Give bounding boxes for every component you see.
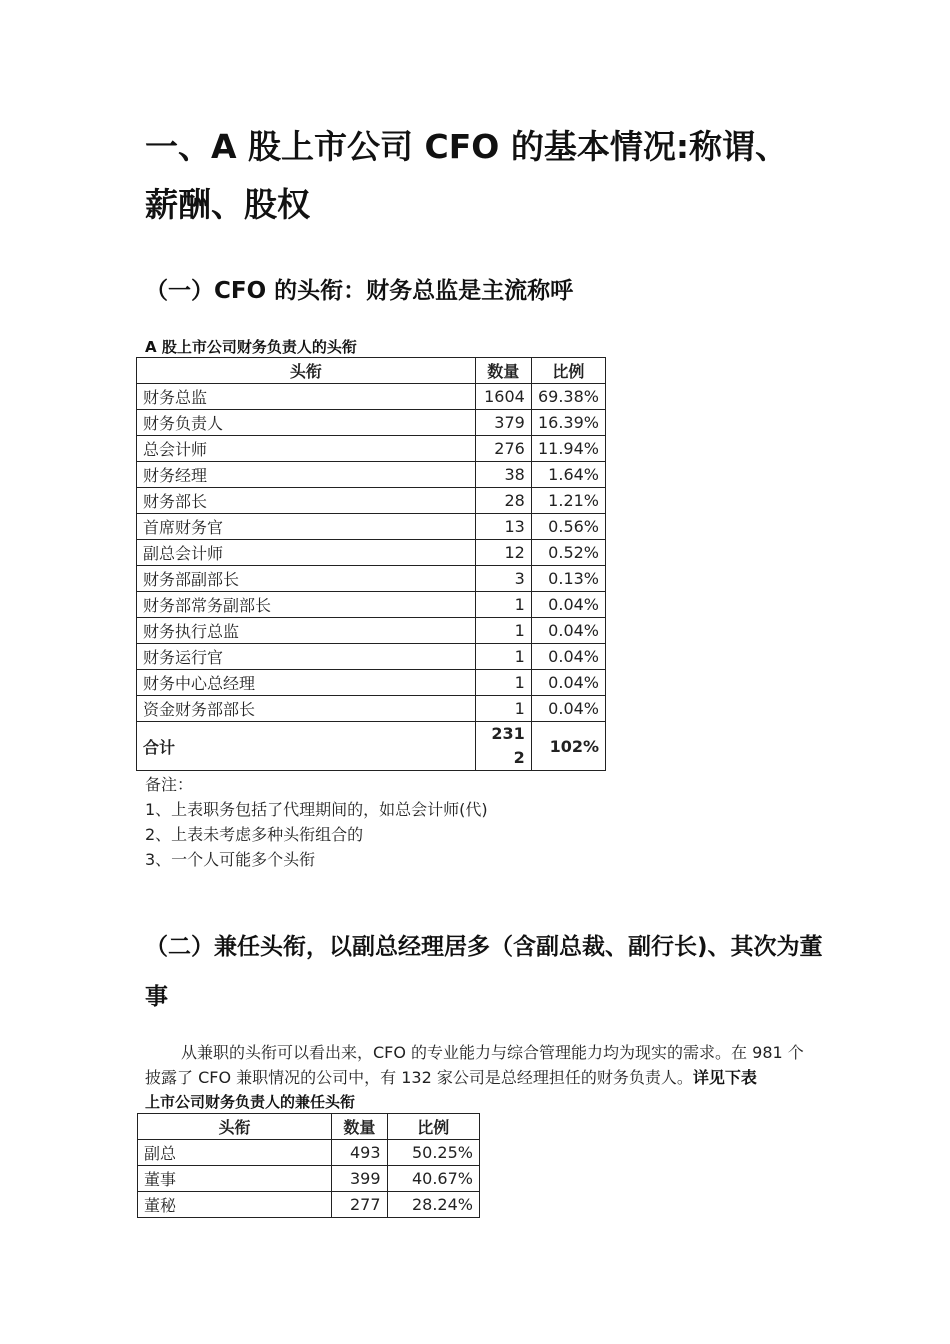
cell-ratio: 0.52% [531,540,605,566]
total-label: 合计 [137,722,476,771]
header-ratio: 比例 [531,358,605,384]
cell-ratio: 1.64% [531,462,605,488]
table-row [137,436,606,462]
cell-ratio: 28.24% [387,1192,479,1218]
table-header-row [138,1114,480,1140]
cell-count: 379 [475,410,531,436]
cell-title: 财务经理 [137,462,476,488]
cell-title: 财务部副部长 [137,566,476,592]
paragraph-text: 从兼职的头衔可以看出来，CFO 的专业能力与综合管理能力均为现实的需求。在 981 个披露了 CFO 兼职情况的公司中，有 132 家公司是总经理担任的财务负责人。 [145,1043,804,1087]
cell-title: 财务总监 [137,384,476,410]
table-header-row [137,358,606,384]
cell-count: 1 [475,670,531,696]
table-row [137,566,606,592]
cell-ratio: 0.04% [531,670,605,696]
cell-count: 1 [475,592,531,618]
cell-ratio: 1.21% [531,488,605,514]
cell-title: 财务负责人 [137,410,476,436]
table-row [138,1166,480,1192]
cell-title: 财务执行总监 [137,618,476,644]
table-row [138,1140,480,1166]
table-row [137,618,606,644]
cell-ratio: 0.04% [531,696,605,722]
total-count: 2312 [475,722,531,771]
paragraph-bold-text: 详见下表 [692,1068,757,1087]
cell-title: 财务部长 [137,488,476,514]
cell-title: 资金财务部部长 [137,696,476,722]
cell-count: 276 [475,436,531,462]
cell-count: 277 [332,1192,387,1218]
cell-count: 493 [332,1140,387,1166]
cell-title: 董事 [138,1166,332,1192]
cell-count: 13 [475,514,531,540]
section2-heading: （二）兼任头衔，以副总经理居多（含副总裁、副行长)、其次为董事 [145,934,823,1010]
table-row [137,540,606,566]
cell-title: 财务中心总经理 [137,670,476,696]
cell-count: 28 [475,488,531,514]
cell-title: 副总会计师 [137,540,476,566]
table-row [137,410,606,436]
table-row [137,696,606,722]
note-line: 1、上表职务包括了代理期间的，如总会计师(代) [145,800,488,819]
cell-ratio: 16.39% [531,410,605,436]
table2-caption: 上市公司财务负责人的兼任头衔 [145,1093,356,1111]
cell-ratio: 0.56% [531,514,605,540]
table1-caption: A 股上市公司财务负责人的头衔 [145,338,357,356]
table-row [137,488,606,514]
table-row [137,592,606,618]
notes-block [145,772,488,872]
cell-count: 12 [475,540,531,566]
header-count: 数量 [332,1114,387,1140]
note-line: 2、上表未考虑多种头衔组合的 [145,825,364,844]
cell-title: 财务部常务副部长 [137,592,476,618]
note-line: 3、一个人可能多个头衔 [145,850,316,869]
concurrent-title-table [137,1113,480,1218]
cell-ratio: 40.67% [387,1166,479,1192]
cell-title: 董秘 [138,1192,332,1218]
table-row [137,670,606,696]
table-row [137,384,606,410]
cell-ratio: 0.04% [531,644,605,670]
cell-title: 副总 [138,1140,332,1166]
cell-ratio: 11.94% [531,436,605,462]
header-title: 头衔 [137,358,476,384]
cell-ratio: 69.38% [531,384,605,410]
cell-count: 1 [475,644,531,670]
cell-title: 财务运行官 [137,644,476,670]
total-ratio: 102% [531,722,605,771]
main-heading: 一、A 股上市公司 CFO 的基本情况:称谓、薪酬、股权 [145,127,789,224]
total-row [137,722,606,771]
cell-count: 399 [332,1166,387,1192]
cell-count: 1 [475,618,531,644]
cell-count: 3 [475,566,531,592]
table-body [138,1140,480,1218]
table-row [137,462,606,488]
note-line: 备注： [145,775,194,794]
table-row [137,644,606,670]
cell-ratio: 0.13% [531,566,605,592]
header-ratio: 比例 [387,1114,479,1140]
table-body [137,384,606,722]
cell-count: 38 [475,462,531,488]
cell-count: 1 [475,696,531,722]
table-row [137,514,606,540]
section1-heading: （一）CFO 的头衔：财务总监是主流称呼 [145,278,574,304]
header-count: 数量 [475,358,531,384]
cell-ratio: 50.25% [387,1140,479,1166]
cell-count: 1604 [475,384,531,410]
cell-ratio: 0.04% [531,592,605,618]
cell-ratio: 0.04% [531,618,605,644]
header-title: 头衔 [138,1114,332,1140]
table-row [138,1192,480,1218]
section2-paragraph [145,1040,805,1090]
cell-title: 总会计师 [137,436,476,462]
cell-title: 首席财务官 [137,514,476,540]
cfo-title-table [136,357,606,771]
